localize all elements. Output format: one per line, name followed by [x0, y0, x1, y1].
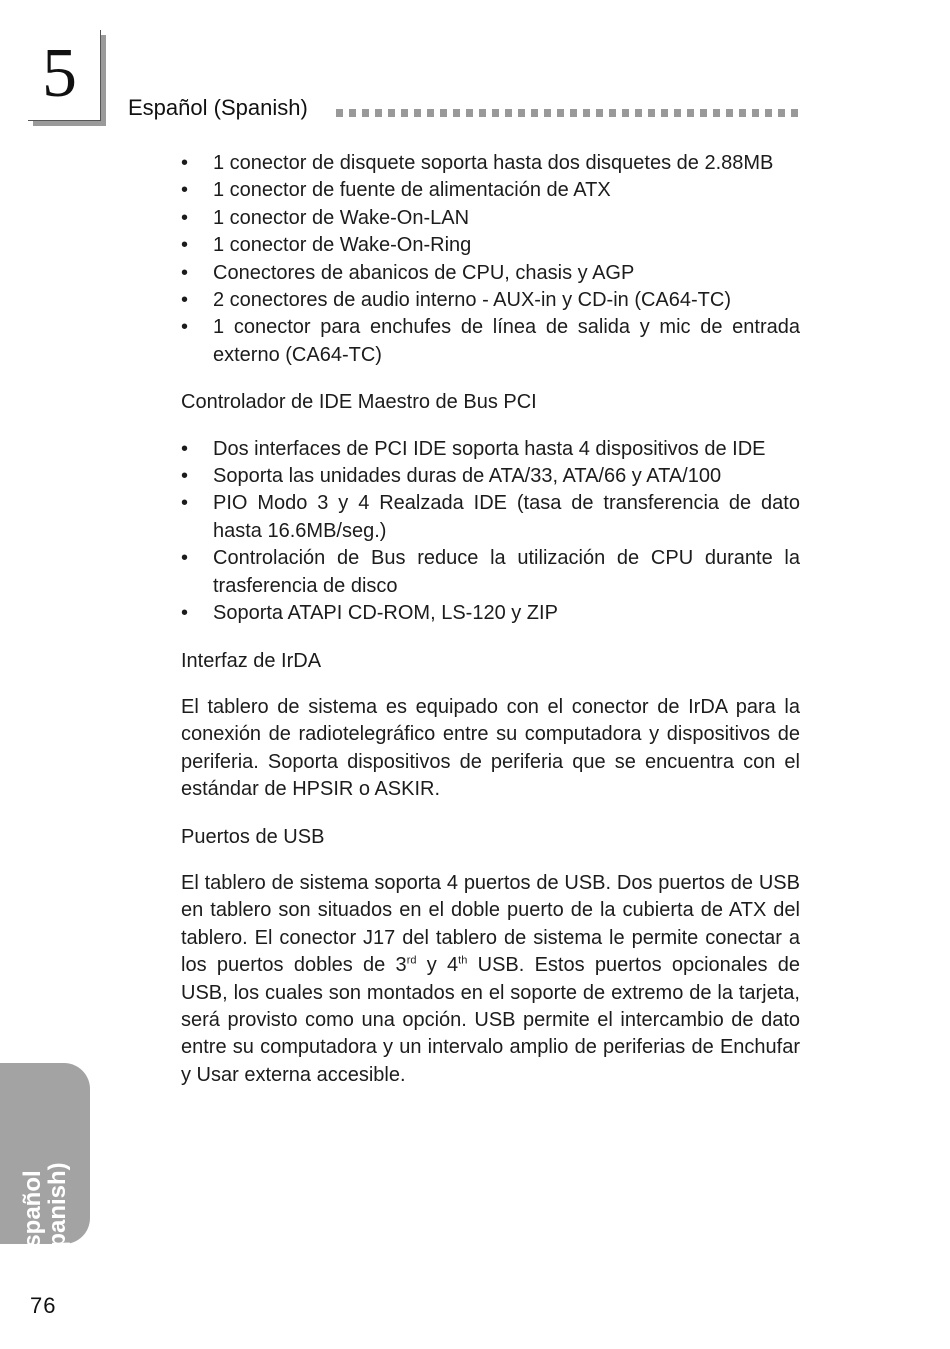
connector-list: [181, 150, 800, 369]
list-item: • 1 conector de Wake-On-Ring: [181, 232, 800, 259]
main-content: [181, 150, 800, 1089]
bullet-icon: •: [181, 179, 189, 202]
section-title: Español (Spanish): [128, 95, 308, 120]
ordinal-suffix: rd: [406, 954, 417, 967]
list-item: • 1 conector de Wake-On-LAN: [181, 205, 800, 232]
bullet-icon: •: [181, 206, 189, 229]
list-item: • Controlación de Bus reduce la utilización de CPU durante la trasferencia de disco: [181, 547, 800, 597]
side-tab-label: Español (Spanish): [19, 1162, 71, 1272]
bullet-icon: •: [181, 547, 189, 570]
bullet-icon: •: [181, 316, 189, 339]
header-dotted-rule: [336, 109, 800, 117]
usb-heading: Puertos de USB: [181, 825, 325, 848]
list-item: • Dos interfaces de PCI IDE soporta hasta 4 dispositivos de IDE: [181, 436, 800, 463]
ide-heading: Controlador de IDE Maestro de Bus PCI: [181, 391, 537, 414]
ordinal-suffix: th: [458, 954, 468, 967]
bullet-icon: •: [181, 152, 189, 174]
list-item: • PIO Modo 3 y 4 Realzada IDE (tasa de transferencia de dato hasta 16.6MB/seg.): [181, 492, 800, 542]
usb-paragraph: El tablero de sistema soporta 4 puertos de USB. Dos puertos de USB en tablero son situados en el doble puerto de la cubierta de ATX del tablero. El conector J17 del tablero de sistema le permite conectar a los puertos dobles de 3rd y 4th USB. Estos puertos opcionales de USB, los cuales son montados en el soporte de extremo de la tarjeta, será provisto como una opción. USB permite el intercambio de dato entre su computadora y un intervalo amplio de periferias de Enchufar y Usar externa accesible.: [181, 871, 800, 1086]
bullet-icon: •: [181, 289, 189, 312]
ide-feature-list: [181, 436, 800, 628]
list-item: • 1 conector de fuente de alimentación de ATX: [181, 177, 800, 204]
bullet-icon: •: [181, 602, 189, 625]
list-item: • Soporta las unidades duras de ATA/33, ATA/66 y ATA/100: [181, 463, 800, 490]
bullet-icon: •: [181, 465, 189, 488]
bullet-icon: •: [181, 492, 189, 515]
list-item: • Soporta ATAPI CD-ROM, LS-120 y ZIP: [181, 600, 800, 627]
list-item: • 1 conector para enchufes de línea de salida y mic de entrada externo (CA64-TC): [181, 316, 800, 366]
bullet-icon: •: [181, 437, 189, 460]
list-item: • 1 conector de disquete soporta hasta dos disquetes de 2.88MB: [181, 150, 800, 177]
list-item: • Conectores de abanicos de CPU, chasis y AGP: [181, 260, 800, 287]
irda-paragraph: El tablero de sistema es equipado con el conector de IrDA para la conexión de radiotelegráfico entre su computadora y dispositivos de periferia. Soporta dispositivos de periferia que se encuentra con el estándar de HPSIR o ASKIR.: [181, 695, 800, 801]
bullet-icon: •: [181, 234, 189, 257]
chapter-number: 5: [42, 35, 77, 112]
language-side-tab: [0, 1063, 90, 1272]
bullet-icon: •: [181, 261, 189, 284]
list-item: • 2 conectores de audio interno - AUX-in y CD-in (CA64-TC): [181, 287, 800, 314]
page-number: 76: [30, 1293, 57, 1318]
irda-heading: Interfaz de IrDA: [181, 649, 322, 672]
